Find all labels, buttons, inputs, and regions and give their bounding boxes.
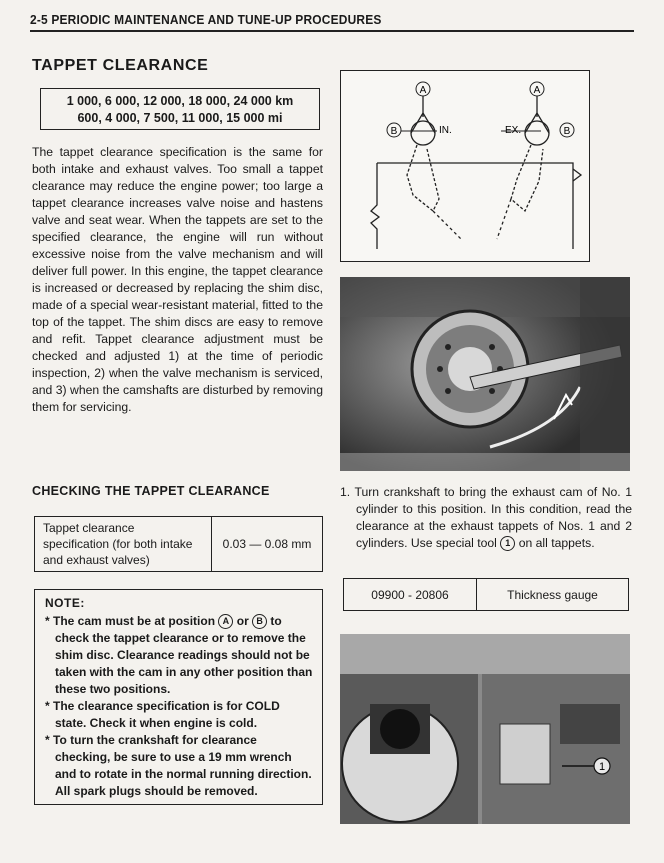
figure-label-exhaust: EX. bbox=[505, 125, 522, 136]
thickness-gauge-photo bbox=[340, 634, 630, 824]
figure-label-intake: IN. bbox=[439, 125, 452, 136]
clearance-spec-table bbox=[34, 516, 323, 572]
figure-label-b-right: B bbox=[563, 126, 571, 137]
special-tool-marker: 1 bbox=[500, 536, 515, 551]
header-rule bbox=[30, 30, 634, 32]
figure-label-b-left: B bbox=[390, 126, 398, 137]
figure-label-a-right: A bbox=[533, 85, 541, 96]
cam-position-diagram bbox=[340, 70, 590, 262]
maintenance-intervals-box bbox=[40, 88, 320, 130]
special-tool-table bbox=[343, 578, 629, 611]
note-title: NOTE: bbox=[45, 596, 85, 610]
tool-callout-label: 1 bbox=[598, 761, 606, 773]
tool-part-number: 09900 - 20806 bbox=[344, 579, 477, 611]
note-item-2: * The clearance specification is for COLD state. Check it when engine is cold. bbox=[45, 699, 280, 730]
section-title: TAPPET CLEARANCE bbox=[32, 57, 209, 74]
checking-title: CHECKING THE TAPPET CLEARANCE bbox=[32, 484, 270, 498]
position-b-marker: B bbox=[252, 614, 267, 629]
interval-mi: 600, 4 000, 7 500, 11 000, 15 000 mi bbox=[77, 111, 283, 125]
step-1: 1. Turn crankshaft to bring the exhaust cam of No. 1 cylinder to this position. In this condition, read the clearance at the exhaust tappets of Nos. 1 and 2 cylinders. Use special tool 1 on all tappets. bbox=[340, 485, 632, 550]
note-item-3: * To turn the crankshaft for clearance checking, be sure to use a 19 mm wrench and to rotate in the normal running direction. All spark plugs should be removed. bbox=[45, 733, 312, 798]
engine-wrench-photo bbox=[340, 277, 630, 471]
tool-name: Thickness gauge bbox=[477, 579, 629, 611]
spec-label-cell: Tappet clearance specification (for both intake and exhaust valves) bbox=[35, 517, 212, 572]
page-header: 2-5 PERIODIC MAINTENANCE AND TUNE-UP PROCEDURES bbox=[30, 12, 382, 27]
position-a-marker: A bbox=[218, 614, 233, 629]
figure-label-a-left: A bbox=[419, 85, 427, 96]
note-box bbox=[34, 589, 323, 805]
spec-value-cell: 0.03 — 0.08 mm bbox=[212, 517, 323, 572]
intro-paragraph: The tappet clearance specification is the same for both intake and exhaust valves. Too small a tappet clearance may reduce the engine power; too large a tappet clearance increases valve noise and hastens valve and seat wear. When the tappets are set to the specified clearance, the engine will run without excessive noise from the valve mechanism and will deliver full power. In this engine, the tappet clearance is increased or decreased by replacing the shim disc, made of a special wear-resistant material, fitted to the top of the tappet. The shim discs are easy to remove and refit. Tappet clearance adjustment must be checked and adjusted 1) at the time of periodic inspection, 2) when the valve mechanism is serviced, and 3) when the camshafts are disturbed by removing them for servicing. bbox=[32, 145, 323, 414]
note-item-1: * The cam must be at position A or B to check the tappet clearance or to remove the shim disc. Clearance readings should not be taken with the cam in any other position than these two positions. bbox=[45, 614, 313, 696]
interval-km: 1 000, 6 000, 12 000, 18 000, 24 000 km bbox=[66, 94, 294, 108]
